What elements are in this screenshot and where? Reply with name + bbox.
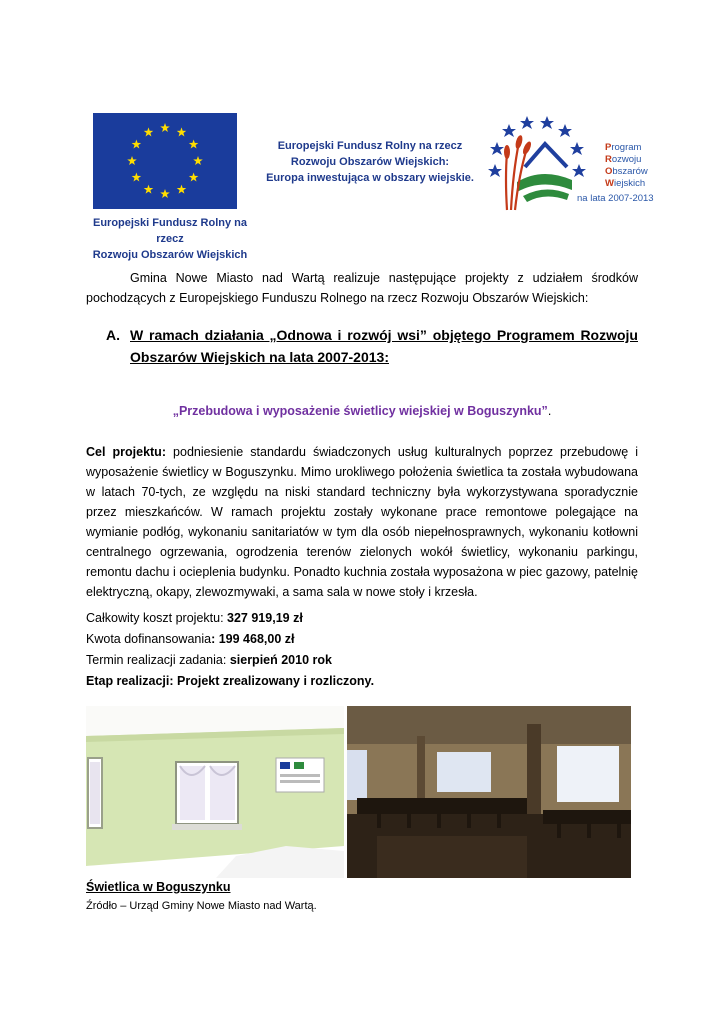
funding-row: [86, 629, 374, 650]
prow-cap: R: [605, 154, 612, 165]
term-label: Termin realizacji zadania:: [86, 653, 230, 667]
project-title-text: „Przebudowa i wyposażenie świetlicy wiejskiej w Boguszynku”: [172, 404, 548, 418]
stage-text: Etap realizacji: Projekt zrealizowany i rozliczony.: [86, 674, 375, 688]
prow-line: [605, 142, 648, 154]
prow-logo: [487, 112, 587, 214]
hall-interior-image: [347, 706, 631, 878]
project-title: [86, 404, 638, 418]
prow-cap: W: [605, 178, 614, 189]
project-title-end: .: [547, 404, 552, 418]
prow-rest: ozwoju: [611, 154, 642, 165]
prow-rest: iejskich: [613, 178, 646, 189]
funding-value: : 199 468,00 zł: [211, 632, 295, 646]
goal-paragraph: [86, 442, 638, 602]
center-caption-line: Europejski Fundusz Rolny na rzecz: [277, 140, 463, 152]
prow-logo-text: [605, 142, 648, 190]
eu-caption-line: Europejski Fundusz Rolny na rzecz: [92, 217, 248, 245]
term-value: sierpień 2010 rok: [229, 653, 332, 667]
prow-emblem-icon: [487, 112, 587, 214]
prow-cap: O: [605, 166, 613, 177]
funding-label: Kwota dofinansowania: [86, 632, 212, 646]
section-number: A.: [106, 327, 120, 343]
intro-text: Gmina Nowe Miasto nad Wartą realizuje następujące projekty z udziałem środków pochodzących z Europejskiego Funduszu Rolnego na rzecz Rozwoju Obszarów Wiejskich:: [86, 271, 638, 305]
goal-label: Cel projektu:: [86, 445, 166, 459]
eu-caption-line: Rozwoju Obszarów Wiejskich: [92, 249, 248, 261]
prow-cap: P: [605, 142, 612, 153]
eu-fund-caption: [80, 215, 260, 263]
cost-value: 327 919,19 zł: [227, 611, 303, 625]
prow-years: na lata 2007-2013: [577, 193, 654, 204]
prow-line: [605, 154, 648, 166]
exterior-photo: [86, 706, 344, 878]
building-exterior-image: [86, 706, 344, 878]
cost-row: [86, 608, 374, 629]
stage-row: [86, 671, 374, 692]
prow-line: [605, 166, 648, 178]
center-fund-caption: [255, 138, 485, 186]
interior-photo: [347, 706, 631, 878]
photo-caption: Świetlica w Boguszynku: [86, 880, 231, 894]
center-caption-line: Rozwoju Obszarów Wiejskich:: [290, 156, 450, 168]
photo-source: Źródło – Urząd Gminy Nowe Miasto nad Wartą.: [86, 900, 317, 912]
section-title: W ramach działania „Odnowa i rozwój wsi” objętego Programem Rozwoju Obszarów Wiejskich na lata 2007-2013:: [130, 327, 638, 365]
prow-line: [605, 178, 648, 190]
goal-text: podniesienie standardu świadczonych usług kulturalnych poprzez przebudowę i wyposażenie świetlicy w Boguszynku. Mimo urokliwego położenia świetlica ta została wybudowana w latach 70-tych, ze względu na niski standard techniczny była wykorzystywana sporadycznie przez mieszkańców. W ramach projektu zostały wykonane prace remontowe polegające na wymianie podłóg, wykonaniu sanitariatów w tym dla osób niepełnosprawnych, wykonaniu kotłowni centralnego ogrzewania, ogrodzenia terenów zielonych wokół świetlicy, wykonaniu parkingu, remontu dachu i ocieplenia budynku. Ponadto kuchnia została wyposażona w piec gazowy, patelnię elektryczną, okapy, zlewozmywaki, a sama sala w nowe stoły i krzesła.: [86, 445, 638, 599]
prow-rest: rogram: [611, 142, 642, 153]
cost-label: Całkowity koszt projektu:: [86, 611, 228, 625]
term-row: [86, 650, 374, 671]
intro-paragraph: [86, 268, 638, 308]
prow-rest: bszarów: [612, 166, 648, 177]
section-heading: [106, 324, 638, 368]
cost-info: [86, 608, 374, 692]
eu-stars-icon: [93, 113, 237, 209]
eu-flag-logo: [93, 113, 237, 209]
center-caption-line: Europa inwestująca w obszary wiejskie.: [266, 172, 474, 184]
